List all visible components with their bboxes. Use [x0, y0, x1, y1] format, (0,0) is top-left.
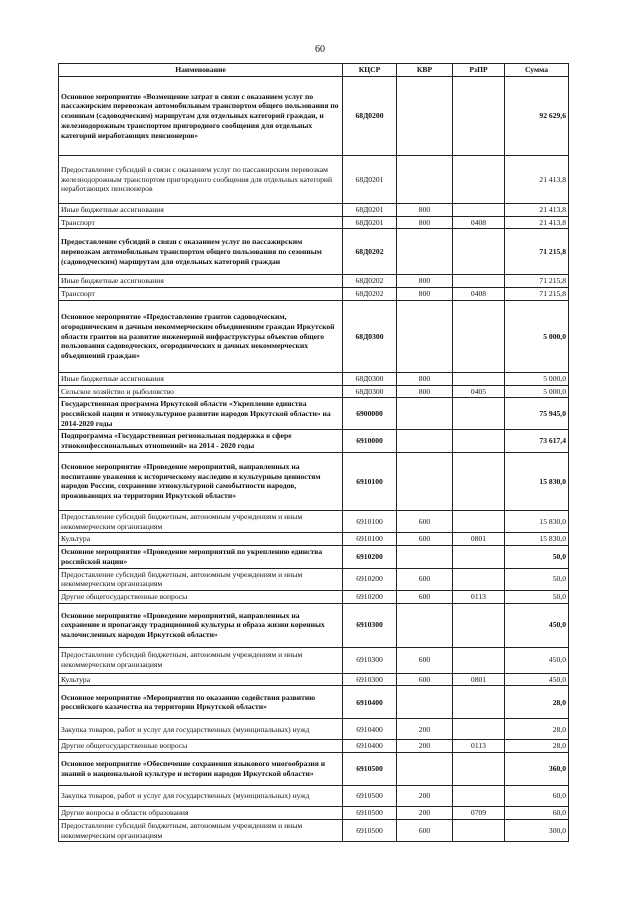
row-kcsr: 68Д0202	[343, 288, 397, 301]
header-row	[59, 64, 569, 77]
row-name: Закупка товаров, работ и услуг для государственных (муниципальных) нужд	[59, 719, 343, 740]
table-row	[59, 686, 569, 719]
table-row	[59, 647, 569, 673]
row-kvr	[397, 546, 453, 568]
row-name: Сельское хозяйство и рыболовство	[59, 385, 343, 398]
row-rzpr	[453, 229, 505, 275]
row-kvr: 600	[397, 647, 453, 673]
row-name: Государственная программа Иркутской области «Укрепление единства российской нации и этнокультурное развитие народов Иркутской области» на 2014-2020 годы	[59, 398, 343, 430]
header-kvr: КВР	[397, 64, 453, 77]
budget-table	[58, 63, 569, 842]
row-sum: 360,0	[505, 753, 569, 786]
table-row	[59, 204, 569, 217]
row-rzpr: 0709	[453, 807, 505, 820]
row-rzpr	[453, 300, 505, 372]
row-rzpr	[453, 398, 505, 430]
row-rzpr: 0408	[453, 288, 505, 301]
row-kvr	[397, 430, 453, 452]
row-name: Транспорт	[59, 216, 343, 229]
row-kcsr: 6910000	[343, 430, 397, 452]
row-rzpr: 0408	[453, 216, 505, 229]
header-name: Наименование	[59, 64, 343, 77]
row-name: Другие общегосударственные вопросы	[59, 590, 343, 603]
row-name: Основное мероприятие «Возмещение затрат в связи с оказанием услуг по пассажирским перевозкам автомобильным транспортом общего пользования по сезонным (садоводческим) маршрутам для отдельных категорий граждан, и железнодорожным транспортом пригородного сообщения для отдельных категорий неработающих пенсионеров»	[59, 77, 343, 156]
table-row	[59, 719, 569, 740]
row-sum: 21 413,8	[505, 204, 569, 217]
row-kvr: 800	[397, 288, 453, 301]
row-sum: 28,0	[505, 686, 569, 719]
table-row	[59, 740, 569, 753]
row-kcsr: 6910200	[343, 546, 397, 568]
row-kcsr: 68Д0201	[343, 216, 397, 229]
table-row	[59, 819, 569, 841]
row-name: Предоставление субсидий в связи с оказанием услуг по пассажирским перевозкам автомобильным транспортом общего пользования по сезонным (садоводческим) маршрутам для отдельных категорий граждан	[59, 229, 343, 275]
row-rzpr	[453, 819, 505, 841]
row-sum: 5 000,0	[505, 300, 569, 372]
row-sum: 15 830,0	[505, 452, 569, 510]
row-name: Основное мероприятие «Обеспечение сохранения языкового многообразия и знаний о национальной культуре и истории народов Иркутской области»	[59, 753, 343, 786]
row-rzpr	[453, 786, 505, 807]
row-name: Иные бюджетные ассигнования	[59, 372, 343, 385]
row-sum: 28,0	[505, 740, 569, 753]
row-name: Основное мероприятие «Проведение мероприятий, направленных на сохранение и пропаганду традиционной культуры и образа жизни коренных малочисленных народов Иркутской области»	[59, 603, 343, 647]
row-kvr: 200	[397, 786, 453, 807]
row-kcsr: 68Д0200	[343, 77, 397, 156]
row-rzpr	[453, 546, 505, 568]
table-body	[59, 77, 569, 842]
table-row	[59, 568, 569, 590]
row-name: Другие общегосударственные вопросы	[59, 740, 343, 753]
row-sum: 71 215,8	[505, 275, 569, 288]
row-kcsr: 6910200	[343, 590, 397, 603]
row-rzpr	[453, 275, 505, 288]
row-kvr: 200	[397, 740, 453, 753]
row-sum: 450,0	[505, 603, 569, 647]
table-header	[59, 64, 569, 77]
row-kcsr: 6910500	[343, 819, 397, 841]
row-kvr: 600	[397, 673, 453, 686]
row-name: Предоставление субсидий в связи с оказанием услуг по пассажирским перевозкам железнодорожным транспортом пригородного сообщения для отдельных категорий неработающих пенсионеров	[59, 156, 343, 204]
row-kcsr: 6910400	[343, 719, 397, 740]
table-row	[59, 398, 569, 430]
row-rzpr: 0113	[453, 590, 505, 603]
row-rzpr	[453, 452, 505, 510]
table-row	[59, 77, 569, 156]
row-kvr: 800	[397, 372, 453, 385]
row-rzpr	[453, 686, 505, 719]
row-name: Основное мероприятие «Мероприятия по оказанию содействия развитию российского казачества на территории Иркутской области»	[59, 686, 343, 719]
row-kcsr: 6910100	[343, 452, 397, 510]
row-name: Иные бюджетные ассигнования	[59, 204, 343, 217]
row-kcsr: 68Д0201	[343, 204, 397, 217]
row-sum: 28,0	[505, 719, 569, 740]
table-row	[59, 288, 569, 301]
row-kcsr: 6910500	[343, 786, 397, 807]
row-kvr: 600	[397, 819, 453, 841]
table-row	[59, 216, 569, 229]
row-rzpr: 0113	[453, 740, 505, 753]
row-kvr	[397, 156, 453, 204]
row-sum: 60,0	[505, 786, 569, 807]
row-rzpr	[453, 156, 505, 204]
row-kvr: 600	[397, 510, 453, 532]
row-sum: 5 000,0	[505, 372, 569, 385]
row-kcsr: 6910200	[343, 568, 397, 590]
row-name: Основное мероприятие «Проведение мероприятий, направленных на воспитание уважения к историческому наследию и культурным ценностям народов России, сохранение этнокультурной самобытности народов, проживающих на территории Иркутской области»	[59, 452, 343, 510]
row-kvr	[397, 229, 453, 275]
table-row	[59, 229, 569, 275]
row-name: Предоставление субсидий бюджетным, автономным учреждениям и иным некоммерческим организациям	[59, 819, 343, 841]
row-kcsr: 68Д0202	[343, 275, 397, 288]
row-rzpr	[453, 77, 505, 156]
row-kcsr: 6910400	[343, 686, 397, 719]
row-rzpr	[453, 372, 505, 385]
row-sum: 71 215,8	[505, 288, 569, 301]
row-kcsr: 6910100	[343, 533, 397, 546]
row-kcsr: 6910100	[343, 510, 397, 532]
row-name: Иные бюджетные ассигнования	[59, 275, 343, 288]
table-row	[59, 430, 569, 452]
row-sum: 450,0	[505, 647, 569, 673]
row-kvr	[397, 77, 453, 156]
row-rzpr	[453, 719, 505, 740]
row-sum: 15 830,0	[505, 533, 569, 546]
row-rzpr	[453, 430, 505, 452]
row-name: Закупка товаров, работ и услуг для государственных (муниципальных) нужд	[59, 786, 343, 807]
row-kvr: 600	[397, 533, 453, 546]
row-rzpr	[453, 647, 505, 673]
row-kcsr: 6910300	[343, 673, 397, 686]
row-kvr	[397, 753, 453, 786]
row-rzpr	[453, 204, 505, 217]
row-kvr: 800	[397, 204, 453, 217]
row-kcsr: 68Д0202	[343, 229, 397, 275]
row-name: Другие вопросы в области образования	[59, 807, 343, 820]
row-kvr: 200	[397, 719, 453, 740]
table-row	[59, 786, 569, 807]
row-kvr: 600	[397, 568, 453, 590]
page-number: 60	[315, 44, 325, 55]
table-row	[59, 510, 569, 532]
row-kcsr: 6910300	[343, 603, 397, 647]
row-name: Культура	[59, 673, 343, 686]
row-kcsr: 68Д0300	[343, 372, 397, 385]
row-sum: 21 413,8	[505, 156, 569, 204]
row-name: Основное мероприятие «Предоставление грантов садоводческим, огородническим и дачным некоммерческим объединениям граждан Иркутской области грантов на развитие инженерной инфраструктуры объектов общего пользования садоводческих, огороднических и дачных некоммерческих объединений граждан»	[59, 300, 343, 372]
row-name: Транспорт	[59, 288, 343, 301]
row-rzpr	[453, 510, 505, 532]
row-kvr	[397, 300, 453, 372]
header-kcsr: КЦСР	[343, 64, 397, 77]
row-sum: 50,0	[505, 590, 569, 603]
row-sum: 75 945,0	[505, 398, 569, 430]
row-sum: 50,0	[505, 568, 569, 590]
table-row	[59, 603, 569, 647]
row-kvr	[397, 398, 453, 430]
table-row	[59, 590, 569, 603]
row-sum: 92 629,6	[505, 77, 569, 156]
row-name: Культура	[59, 533, 343, 546]
row-kvr	[397, 686, 453, 719]
header-sum: Сумма	[505, 64, 569, 77]
row-kcsr: 6910500	[343, 807, 397, 820]
table-row	[59, 300, 569, 372]
table-row	[59, 385, 569, 398]
table-row	[59, 753, 569, 786]
row-sum: 60,0	[505, 807, 569, 820]
row-kcsr: 68Д0300	[343, 300, 397, 372]
row-kcsr: 6910300	[343, 647, 397, 673]
row-kvr: 800	[397, 216, 453, 229]
row-name: Предоставление субсидий бюджетным, автономным учреждениям и иным некоммерческим организациям	[59, 568, 343, 590]
table-row	[59, 156, 569, 204]
row-sum: 50,0	[505, 546, 569, 568]
header-rzpr: РзПР	[453, 64, 505, 77]
row-kvr	[397, 603, 453, 647]
table-row	[59, 546, 569, 568]
row-kvr	[397, 452, 453, 510]
row-sum: 300,0	[505, 819, 569, 841]
row-rzpr: 0801	[453, 673, 505, 686]
row-kcsr: 68Д0300	[343, 385, 397, 398]
row-sum: 73 617,4	[505, 430, 569, 452]
row-name: Предоставление субсидий бюджетным, автономным учреждениям и иным некоммерческим организациям	[59, 510, 343, 532]
row-name: Предоставление субсидий бюджетным, автономным учреждениям и иным некоммерческим организациям	[59, 647, 343, 673]
row-kcsr: 6900000	[343, 398, 397, 430]
row-sum: 15 830,0	[505, 510, 569, 532]
table-row	[59, 807, 569, 820]
row-name: Основное мероприятие «Проведение мероприятий по укреплению единства российской нации»	[59, 546, 343, 568]
row-kcsr: 68Д0201	[343, 156, 397, 204]
table-row	[59, 533, 569, 546]
row-rzpr	[453, 603, 505, 647]
row-rzpr: 0801	[453, 533, 505, 546]
row-rzpr	[453, 568, 505, 590]
row-kvr: 800	[397, 385, 453, 398]
row-kcsr: 6910500	[343, 753, 397, 786]
row-kvr: 600	[397, 590, 453, 603]
row-sum: 21 413,8	[505, 216, 569, 229]
row-sum: 450,0	[505, 673, 569, 686]
row-kvr: 800	[397, 275, 453, 288]
table-row	[59, 372, 569, 385]
row-rzpr: 0405	[453, 385, 505, 398]
row-name: Подпрограмма «Государственная региональная поддержка в сфере этноконфессиональных отношений» на 2014 - 2020 годы	[59, 430, 343, 452]
row-sum: 71 215,8	[505, 229, 569, 275]
row-sum: 5 000,0	[505, 385, 569, 398]
table-row	[59, 275, 569, 288]
table-row	[59, 673, 569, 686]
row-rzpr	[453, 753, 505, 786]
row-kcsr: 6910400	[343, 740, 397, 753]
row-kvr: 200	[397, 807, 453, 820]
table-row	[59, 452, 569, 510]
